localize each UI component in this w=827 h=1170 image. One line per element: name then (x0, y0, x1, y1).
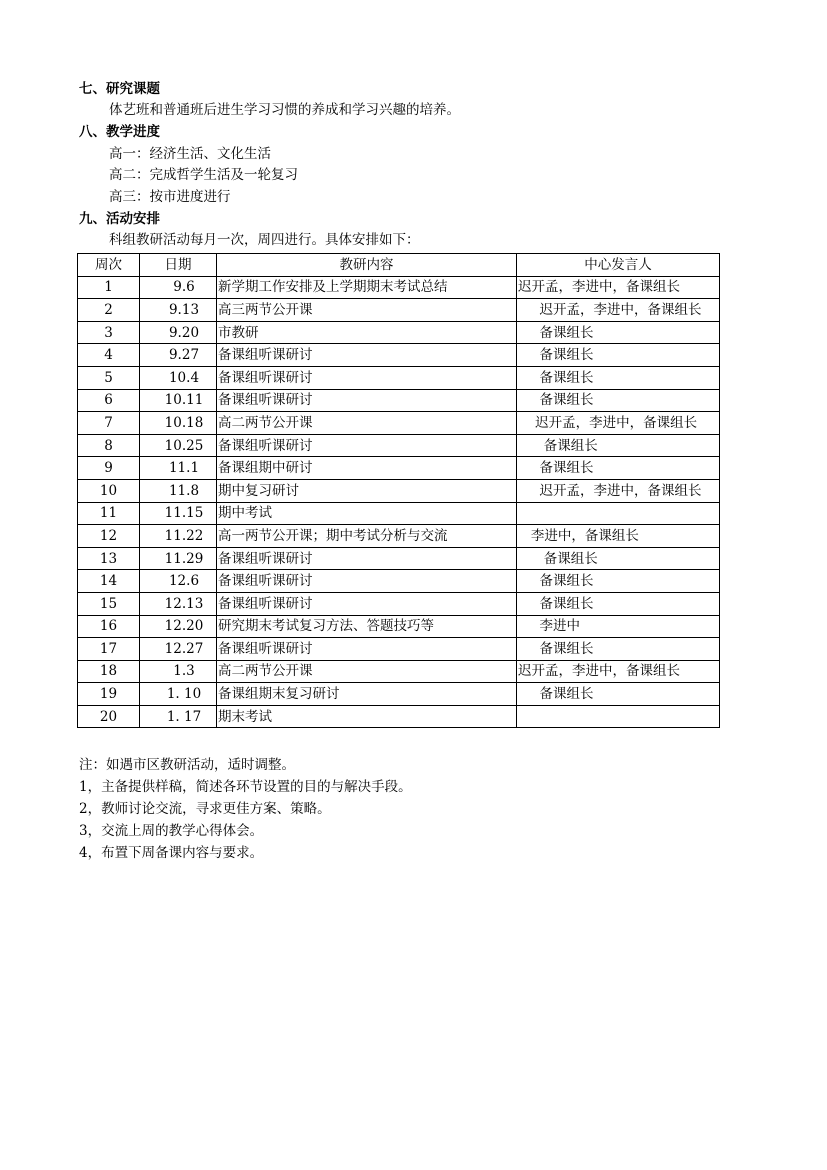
week-cell: 7 (78, 412, 140, 435)
header-week: 周次 (78, 254, 140, 277)
table-row (78, 412, 720, 435)
content-cell: 期中复习研讨 (217, 479, 517, 502)
section-7-text: 体艺班和普通班后进生学习习惯的养成和学习兴趣的培养。 (109, 102, 460, 118)
week-cell: 6 (78, 389, 140, 412)
table-row (78, 615, 720, 638)
date-cell: 10.11 (140, 389, 217, 412)
table-row (78, 570, 720, 593)
progress-grade-1: 高一：经济生活、文化生活 (109, 146, 271, 162)
date-cell: 11.8 (140, 479, 217, 502)
date-cell: 9.13 (140, 299, 217, 322)
content-cell: 备课组期末复习研讨 (217, 683, 517, 706)
date-cell: 11.29 (140, 547, 217, 570)
date-cell: 9.20 (140, 321, 217, 344)
table-row (78, 638, 720, 661)
content-cell: 高二两节公开课 (217, 660, 517, 683)
table-row (78, 457, 720, 480)
table-row (78, 366, 720, 389)
header-speaker: 中心发言人 (517, 254, 720, 277)
section-8-title: 八、教学进度 (79, 124, 160, 140)
table-row (78, 479, 720, 502)
table-row (78, 389, 720, 412)
section-9-title: 九、活动安排 (79, 211, 160, 227)
table-row (78, 683, 720, 706)
week-cell: 10 (78, 479, 140, 502)
note-line: 2，教师讨论交流，寻求更佳方案、策略。 (79, 801, 331, 817)
speaker-cell: 备课组长 (517, 344, 720, 367)
content-cell: 高二两节公开课 (217, 412, 517, 435)
week-cell: 8 (78, 434, 140, 457)
speaker-cell: 备课组长 (517, 457, 720, 480)
speaker-cell: 备课组长 (517, 389, 720, 412)
week-cell: 13 (78, 547, 140, 570)
speaker-cell: 备课组长 (517, 434, 720, 457)
table-row (78, 434, 720, 457)
content-cell: 备课组听课研讨 (217, 638, 517, 661)
date-cell: 10.4 (140, 366, 217, 389)
speaker-cell: 备课组长 (517, 592, 720, 615)
speaker-cell: 迟开孟，李进中，备课组长 (517, 660, 720, 683)
speaker-cell: 备课组长 (517, 547, 720, 570)
date-cell: 12.27 (140, 638, 217, 661)
content-cell: 新学期工作安排及上学期期末考试总结 (217, 276, 517, 299)
content-cell: 市教研 (217, 321, 517, 344)
note-line: 4，布置下周备课内容与要求。 (79, 845, 264, 861)
content-cell: 备课组听课研讨 (217, 434, 517, 457)
date-cell: 11.15 (140, 502, 217, 525)
content-cell: 高三两节公开课 (217, 299, 517, 322)
speaker-cell: 备课组长 (517, 321, 720, 344)
content-cell: 备课组听课研讨 (217, 547, 517, 570)
content-cell: 备课组期中研讨 (217, 457, 517, 480)
week-cell: 19 (78, 683, 140, 706)
speaker-cell (517, 502, 720, 525)
speaker-cell: 迟开孟，李进中，备课组长 (517, 299, 720, 322)
date-cell: 1.3 (140, 660, 217, 683)
note-line: 注：如遇市区教研活动，适时调整。 (79, 757, 295, 773)
speaker-cell: 迟开孟，李进中，备课组长 (517, 412, 720, 435)
table-row (78, 344, 720, 367)
content-cell: 研究期末考试复习方法、答题技巧等 (217, 615, 517, 638)
note-line: 1，主备提供样稿，简述各环节设置的目的与解决手段。 (79, 779, 412, 795)
week-cell: 18 (78, 660, 140, 683)
date-cell: 9.6 (140, 276, 217, 299)
speaker-cell: 迟开孟，李进中，备课组长 (517, 276, 720, 299)
date-cell: 11.1 (140, 457, 217, 480)
table-row (78, 299, 720, 322)
table-row (78, 660, 720, 683)
week-cell: 15 (78, 592, 140, 615)
date-cell: 1. 10 (140, 683, 217, 706)
date-cell: 9.27 (140, 344, 217, 367)
content-cell: 期中考试 (217, 502, 517, 525)
content-cell: 备课组听课研讨 (217, 570, 517, 593)
week-cell: 14 (78, 570, 140, 593)
table-row (78, 525, 720, 548)
content-cell: 高一两节公开课；期中考试分析与交流 (217, 525, 517, 548)
schedule-table (77, 253, 720, 728)
header-date: 日期 (140, 254, 217, 277)
table-row (78, 276, 720, 299)
speaker-cell (517, 705, 720, 728)
speaker-cell: 备课组长 (517, 683, 720, 706)
progress-grade-3: 高三：按市进度进行 (109, 189, 231, 205)
week-cell: 16 (78, 615, 140, 638)
week-cell: 17 (78, 638, 140, 661)
content-cell: 备课组听课研讨 (217, 592, 517, 615)
date-cell: 12.20 (140, 615, 217, 638)
section-7-title: 七、研究课题 (79, 81, 160, 97)
content-cell: 备课组听课研讨 (217, 389, 517, 412)
table-row (78, 592, 720, 615)
table-row (78, 547, 720, 570)
week-cell: 1 (78, 276, 140, 299)
content-cell: 期末考试 (217, 705, 517, 728)
speaker-cell: 李进中，备课组长 (517, 525, 720, 548)
progress-grade-2: 高二：完成哲学生活及一轮复习 (109, 167, 298, 183)
table-row (78, 321, 720, 344)
notes (79, 754, 412, 864)
week-cell: 4 (78, 344, 140, 367)
speaker-cell: 备课组长 (517, 638, 720, 661)
speaker-cell: 李进中 (517, 615, 720, 638)
note-line: 3，交流上周的教学心得体会。 (79, 823, 264, 839)
table-header-row (78, 254, 720, 277)
section-9-text: 科组教研活动每月一次，周四进行。具体安排如下： (109, 232, 420, 248)
speaker-cell: 备课组长 (517, 570, 720, 593)
week-cell: 11 (78, 502, 140, 525)
table-row (78, 502, 720, 525)
speaker-cell: 迟开孟，李进中，备课组长 (517, 479, 720, 502)
week-cell: 5 (78, 366, 140, 389)
content-cell: 备课组听课研讨 (217, 366, 517, 389)
table-body (78, 276, 720, 728)
week-cell: 12 (78, 525, 140, 548)
date-cell: 1. 17 (140, 705, 217, 728)
date-cell: 10.18 (140, 412, 217, 435)
date-cell: 12.13 (140, 592, 217, 615)
week-cell: 9 (78, 457, 140, 480)
week-cell: 20 (78, 705, 140, 728)
date-cell: 12.6 (140, 570, 217, 593)
week-cell: 2 (78, 299, 140, 322)
date-cell: 10.25 (140, 434, 217, 457)
date-cell: 11.22 (140, 525, 217, 548)
content-cell: 备课组听课研讨 (217, 344, 517, 367)
speaker-cell: 备课组长 (517, 366, 720, 389)
week-cell: 3 (78, 321, 140, 344)
table-row (78, 705, 720, 728)
header-content: 教研内容 (217, 254, 517, 277)
